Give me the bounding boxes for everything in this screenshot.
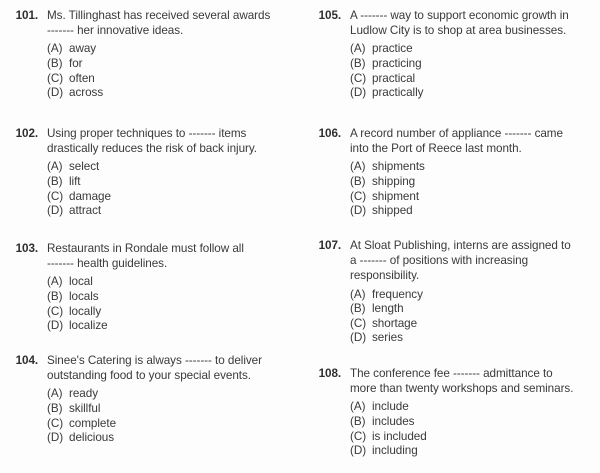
question-stem-line: responsibility. — [350, 269, 420, 283]
answer-option-letter: (B) — [350, 302, 366, 316]
answer-option-text: skillful — [69, 402, 101, 415]
answer-option-text: across — [69, 86, 104, 100]
answer-option-D[interactable] — [47, 319, 291, 334]
answer-option-text: select — [69, 160, 100, 174]
answer-option-letter: (A) — [350, 160, 366, 174]
question-104 — [6, 353, 291, 446]
answer-option-letter: (D) — [350, 331, 367, 345]
answer-options — [6, 387, 291, 445]
answer-options — [6, 275, 291, 333]
answer-option-text: delicious — [69, 431, 115, 445]
answer-option-letter: (A) — [47, 160, 63, 174]
answer-options — [6, 42, 291, 100]
question-head — [309, 126, 594, 156]
question-stem — [341, 366, 594, 396]
answer-option-C[interactable] — [47, 190, 291, 205]
answer-option-letter: (B) — [350, 415, 366, 428]
answer-option-letter: (C) — [47, 71, 64, 85]
answer-option-C[interactable] — [47, 417, 291, 432]
question-stem-line: Ludlow City is to shop at area businesses. — [350, 24, 567, 38]
answer-options — [309, 288, 594, 346]
question-101 — [6, 8, 291, 101]
answer-option-A[interactable] — [350, 42, 594, 57]
answer-option-text: lift — [69, 175, 81, 188]
answer-option-letter: (C) — [350, 189, 367, 203]
question-head — [309, 366, 594, 396]
answer-option-text: practically — [372, 86, 424, 100]
answer-option-text: locals — [69, 290, 99, 303]
answer-options — [309, 160, 594, 218]
answer-option-B[interactable] — [47, 402, 291, 417]
question-105 — [309, 8, 594, 101]
question-stem — [341, 8, 594, 38]
answer-option-B[interactable] — [47, 57, 291, 72]
question-stem-line: A record number of appliance ------- came — [350, 127, 563, 140]
question-stem — [38, 8, 291, 38]
question-head — [6, 8, 291, 38]
answer-option-letter: (C) — [47, 189, 64, 203]
answer-options — [309, 42, 594, 100]
answer-options — [6, 160, 291, 218]
answer-option-letter: (D) — [350, 86, 367, 100]
answer-option-letter: (D) — [350, 204, 367, 218]
answer-option-text: practicing — [372, 57, 422, 70]
answer-option-text: shortage — [372, 316, 418, 330]
answer-option-text: ready — [69, 387, 98, 401]
question-head — [6, 241, 291, 271]
question-108 — [309, 366, 594, 459]
answer-option-C[interactable] — [350, 72, 594, 87]
answer-option-A[interactable] — [350, 288, 594, 303]
answer-option-A[interactable] — [47, 42, 291, 57]
question-stem-line: ------- her innovative ideas. — [47, 24, 184, 38]
question-stem-line: outstanding food to your special events. — [47, 369, 251, 383]
question-stem — [38, 126, 291, 156]
question-head — [6, 126, 291, 156]
question-107 — [309, 238, 594, 346]
question-stem-line: Sinee's Catering is always ------- to deliver — [47, 354, 262, 367]
question-number: 104. — [15, 354, 38, 367]
answer-option-C[interactable] — [47, 72, 291, 87]
answer-option-text: shipping — [372, 175, 416, 188]
question-number: 103. — [15, 242, 38, 255]
answer-option-text: attract — [69, 204, 102, 218]
answer-option-letter: (B) — [47, 175, 63, 188]
question-stem-line: more than twenty workshops and seminars. — [350, 382, 574, 396]
answer-option-B[interactable] — [47, 175, 291, 190]
question-stem-line: Restaurants in Rondale must follow all — [47, 242, 244, 255]
answer-option-A[interactable] — [47, 387, 291, 402]
answer-option-letter: (C) — [47, 416, 64, 430]
question-stem — [38, 353, 291, 383]
answer-option-letter: (A) — [350, 42, 366, 56]
answer-option-A[interactable] — [47, 160, 291, 175]
answer-option-letter: (D) — [350, 444, 367, 458]
question-number: 107. — [318, 239, 341, 252]
question-stem-line: ------- health guidelines. — [47, 257, 168, 271]
question-number: 108. — [318, 367, 341, 380]
question-stem-line: A ------- way to support economic growth in — [350, 9, 569, 22]
answer-option-A[interactable] — [47, 275, 291, 290]
question-stem — [38, 241, 291, 271]
left-column — [6, 0, 296, 473]
answer-option-text: often — [69, 71, 95, 85]
answer-option-letter: (D) — [47, 319, 64, 333]
answer-option-C[interactable] — [350, 317, 594, 332]
question-stem-line: into the Port of Reece last month. — [350, 142, 522, 156]
answer-option-text: length — [372, 302, 404, 316]
answer-option-letter: (D) — [47, 431, 64, 445]
answer-option-letter: (A) — [47, 387, 63, 401]
question-stem — [341, 126, 594, 156]
answer-option-text: series — [372, 331, 403, 345]
answer-option-text: localize — [69, 319, 108, 333]
answer-option-text: locally — [69, 304, 102, 318]
question-number: 102. — [15, 127, 38, 140]
question-stem-line: At Sloat Publishing, interns are assigned to — [350, 239, 571, 252]
answer-option-text: damage — [69, 189, 111, 203]
answer-option-letter: (C) — [47, 304, 64, 318]
question-stem-line: drastically reduces the risk of back injury. — [47, 142, 257, 156]
question-stem-line: The conference fee ------- admittance to — [350, 367, 553, 380]
answer-option-letter: (C) — [350, 429, 367, 443]
answer-option-letter: (D) — [47, 86, 64, 100]
answer-option-letter: (C) — [350, 71, 367, 85]
answer-option-B[interactable] — [350, 175, 594, 190]
question-stem-line: Using proper techniques to ------- items — [47, 127, 247, 140]
answer-option-text: for — [69, 57, 83, 70]
answer-option-text: practical — [372, 71, 416, 85]
answer-option-text: is included — [372, 429, 427, 443]
answer-option-D[interactable] — [47, 431, 291, 446]
answer-option-D[interactable] — [350, 204, 594, 219]
answer-option-text: shipped — [372, 204, 413, 218]
answer-option-letter: (B) — [47, 57, 63, 70]
answer-option-letter: (B) — [350, 57, 366, 70]
answer-option-B[interactable] — [350, 57, 594, 72]
answer-options — [309, 400, 594, 458]
answer-option-B[interactable] — [350, 415, 594, 430]
answer-option-text: complete — [69, 416, 117, 430]
right-column — [309, 0, 599, 473]
question-stem — [341, 238, 594, 284]
question-head — [309, 8, 594, 38]
answer-option-text: includes — [372, 415, 415, 428]
answer-option-text: frequency — [372, 287, 423, 301]
question-102 — [6, 126, 291, 219]
question-number: 106. — [318, 127, 341, 140]
answer-option-letter: (A) — [350, 400, 366, 414]
question-number: 101. — [15, 9, 38, 22]
question-stem-line: Ms. Tillinghast has received several awards — [47, 9, 271, 22]
answer-option-text: shipment — [372, 189, 420, 203]
answer-option-text: local — [69, 275, 93, 289]
answer-option-B[interactable] — [350, 302, 594, 317]
answer-option-text: include — [372, 400, 409, 414]
question-number: 105. — [318, 9, 341, 22]
answer-option-letter: (A) — [47, 42, 63, 56]
answer-option-C[interactable] — [47, 305, 291, 320]
question-103 — [6, 241, 291, 334]
answer-option-text: practice — [372, 42, 413, 56]
answer-option-C[interactable] — [350, 430, 594, 445]
question-stem-line: a ------- of positions with increasing — [350, 254, 529, 268]
answer-option-letter: (B) — [47, 290, 63, 303]
answer-option-text: including — [372, 444, 418, 458]
answer-option-letter: (B) — [350, 175, 366, 188]
answer-option-D[interactable] — [350, 444, 594, 459]
answer-option-letter: (D) — [47, 204, 64, 218]
answer-option-letter: (B) — [47, 402, 63, 415]
answer-option-D[interactable] — [350, 86, 594, 101]
question-106 — [309, 126, 594, 219]
answer-option-A[interactable] — [350, 160, 594, 175]
answer-option-letter: (C) — [350, 316, 367, 330]
answer-option-D[interactable] — [47, 204, 291, 219]
answer-option-letter: (A) — [47, 275, 63, 289]
answer-option-D[interactable] — [350, 331, 594, 346]
answer-option-B[interactable] — [47, 290, 291, 305]
answer-option-A[interactable] — [350, 400, 594, 415]
question-head — [6, 353, 291, 383]
answer-option-D[interactable] — [47, 86, 291, 101]
answer-option-C[interactable] — [350, 190, 594, 205]
answer-option-text: away — [69, 42, 97, 56]
answer-option-letter: (A) — [350, 287, 366, 301]
question-head — [309, 238, 594, 284]
answer-option-text: shipments — [372, 160, 425, 174]
